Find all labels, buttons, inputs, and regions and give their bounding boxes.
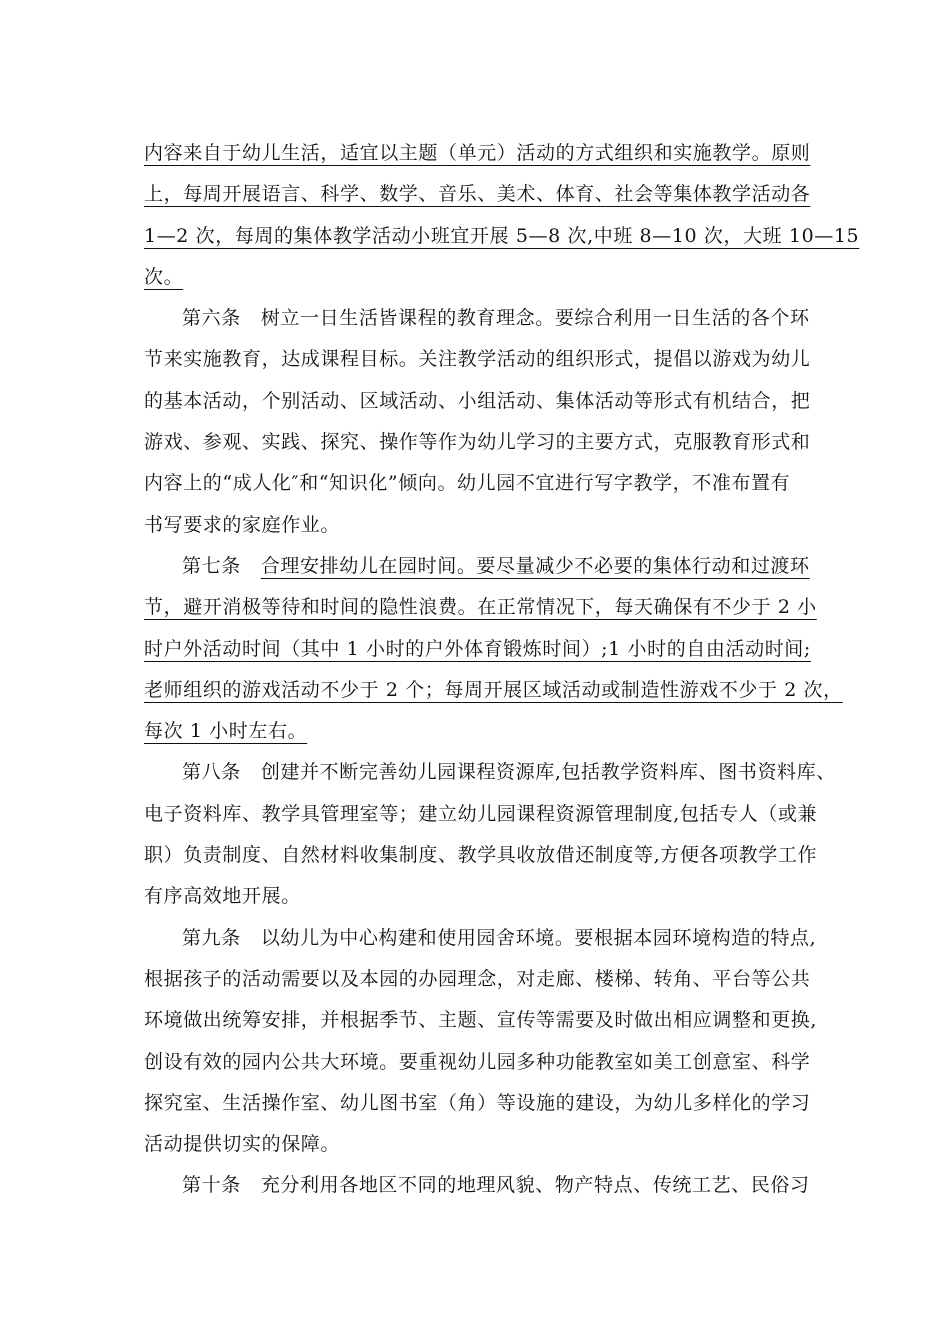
paragraph-article-6 [144, 298, 812, 546]
text-segment: 创建并不断完善幼儿园课程资源库,包括教学资料库、图书资料库、 [260, 761, 836, 784]
text-line: 次。 [144, 265, 184, 288]
paragraph-article-8 [144, 752, 836, 917]
text-line: 上，每周开展语言、科学、数学、音乐、美术、体育、社会等集体教学活动各 [144, 183, 811, 206]
text-line: 内容上的“成人化″和“知识化”倾向。幼儿园不宜进行写字教学，不准布置有 [144, 472, 791, 495]
text-segment: 树立一日生活皆课程的教育理念。要综合利用一日生活的各个环 [260, 307, 810, 330]
text-line: 节，避开消极等待和时间的隐性浪费。在正常情况下，每天确保有不少于 2 小 [144, 596, 817, 619]
text-segment: 充分利用各地区不同的地理风貌、物产特点、传统工艺、民俗习 [260, 1174, 810, 1197]
text-line-first [144, 546, 812, 587]
article-number: 第十条 [182, 1174, 241, 1197]
text-segment: 合理安排幼儿在园时间。要尽量减少不必要的集体行动和过渡环 [260, 554, 810, 577]
text-line: 老师组织的游戏活动不少于 2 个；每周开展区域活动或制造性游戏不少于 2 次， [144, 678, 843, 701]
text-line: 环境做出统筹安排，并根据季节、主题、宣传等需要及时做出相应调整和更换, [144, 1009, 818, 1032]
text-segment: 以幼儿为中心构建和使用园舍环境。要根据本园环境构造的特点, [260, 926, 817, 949]
paragraph-article-10 [144, 1165, 812, 1206]
text-line: 的基本活动，个别活动、区域活动、小组活动、集体活动等形式有机结合，把 [144, 389, 811, 412]
text-line: 时户外活动时间（其中 1 小时的户外体育锻炼时间）;1 小时的自由活动时间; [144, 637, 811, 660]
text-line: 探究室、生活操作室、幼儿图书室（角）等设施的建设，为幼儿多样化的学习 [144, 1091, 811, 1114]
text-line: 1—2 次，每周的集体教学活动小班宜开展 5—8 次,中班 8—10 次，大班 10—15 [144, 224, 860, 247]
text-line-first [144, 1165, 812, 1206]
text-line: 节来实施教育，达成课程目标。关注教学活动的组织形式，提倡以游戏为幼儿 [144, 348, 811, 371]
article-number: 第七条 [182, 554, 241, 577]
text-line: 活动提供切实的保障。 [144, 1133, 341, 1156]
text-line: 职）负责制度、自然材料收集制度、教学具收放借还制度等,方便各项教学工作 [144, 844, 818, 867]
text-line: 每次 1 小时左右。 [144, 720, 308, 743]
text-line: 创设有效的园内公共大环境。要重视幼儿园多种功能教室如美工创意室、科学 [144, 1050, 811, 1073]
text-line-first [144, 298, 812, 339]
document-body [144, 133, 860, 1207]
text-line: 游戏、参观、实践、探究、操作等作为幼儿学习的主要方式，克服教育形式和 [144, 431, 811, 454]
text-line: 内容来自于幼儿生活，适宜以主题（单元）活动的方式组织和实施教学。原则 [144, 142, 811, 164]
article-number: 第六条 [182, 307, 241, 330]
paragraph-article-5-continued [144, 133, 860, 298]
text-line-first [144, 752, 836, 793]
article-number: 第九条 [182, 926, 241, 949]
paragraph-article-7 [144, 546, 843, 752]
text-line: 书写要求的家庭作业。 [144, 513, 341, 536]
text-line: 有序高效地开展。 [144, 885, 301, 908]
text-line-first [144, 918, 817, 959]
text-line: 电子资料库、教学具管理室等；建立幼儿园课程资源管理制度,包括专人（或兼 [144, 802, 818, 825]
paragraph-article-9 [144, 918, 818, 1166]
article-number: 第八条 [182, 761, 241, 784]
text-line: 根据孩子的活动需要以及本园的办园理念，对走廊、楼梯、转角、平台等公共 [144, 967, 811, 990]
